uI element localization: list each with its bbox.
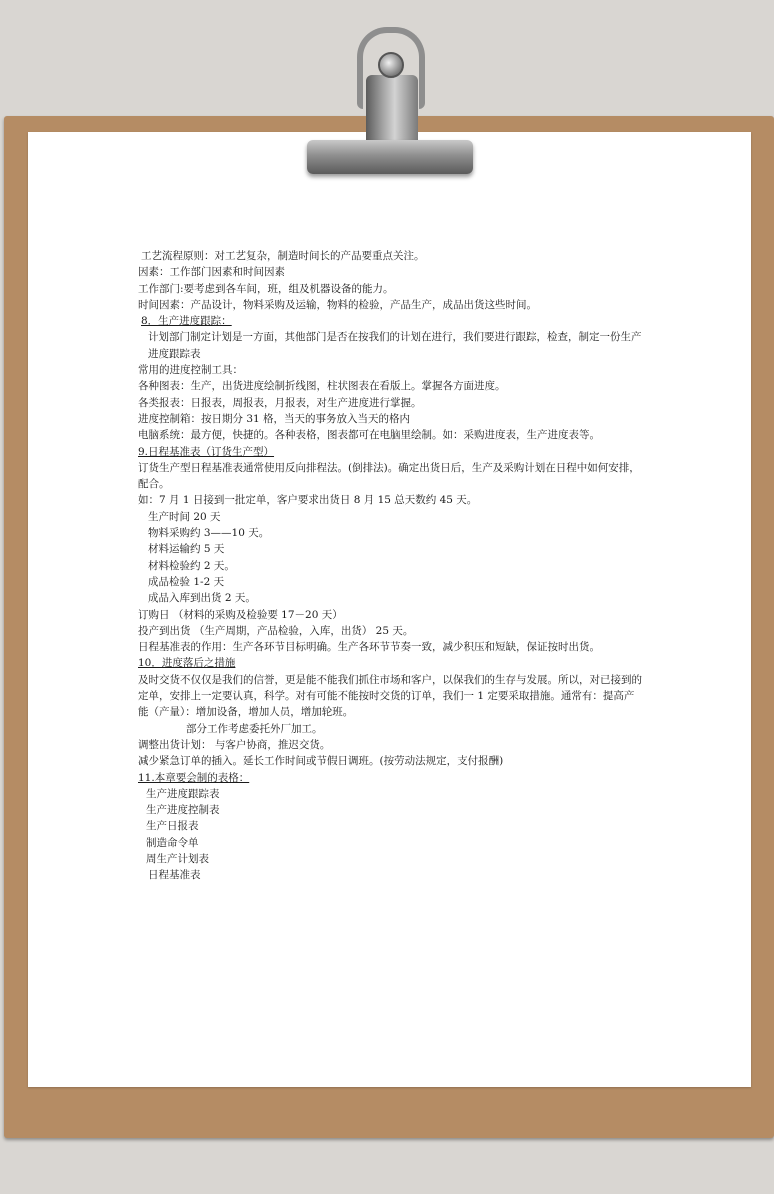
list-item: 日程基准表 [148, 869, 201, 882]
list-item: 生产进度控制表 [146, 804, 220, 817]
text-line: 部分工作考虑委托外厂加工。 [186, 722, 323, 735]
list-item: 物料采购约 3——10 天。 [148, 527, 270, 540]
text-line: 工作部门:要考虑到各车间，班，组及机器设备的能力。 [138, 282, 394, 295]
document-body [138, 248, 643, 884]
section-heading: 8．生产进度跟踪： [141, 315, 232, 328]
text-line: 工艺流程原则：对工艺复杂，制造时间长的产品要重点关注。 [141, 250, 425, 262]
clip-bolt-icon [378, 52, 404, 78]
text-line: 电脑系统：最方便，快捷的。各种表格，图表都可在电脑里绘制。如：采购进度表，生产进度表等。 [138, 429, 600, 442]
text-line: 各类报表：日报表，周报表，月报表，对生产进度进行掌握。 [138, 396, 422, 409]
text-line: 日程基准表的作用：生产各环节目标明确。生产各环节节奏一致，减少积压和短缺，保证按时出货。 [138, 641, 600, 654]
text-line: 时间因素：产品设计，物料采购及运输，物料的检验，产品生产，成品出货这些时间。 [138, 298, 537, 311]
list-item: 成品入库到出货 2 天。 [148, 592, 256, 605]
section-heading: 10．进度落后之措施 [138, 657, 236, 670]
list-item: 成品检验 1-2 天 [148, 575, 225, 588]
text-line: 如：7 月 1 日接到一批定单，客户要求出货日 8 月 15 总天数约 45 天。 [138, 494, 478, 507]
text-line: 减少紧急订单的插入。延长工作时间或节假日调班。(按劳动法规定，支付报酬) [138, 755, 504, 768]
list-item: 材料检验约 2 天。 [148, 559, 235, 572]
binder-clip [307, 140, 473, 174]
list-item: 生产时间 20 天 [148, 510, 221, 523]
text-line: 因素：工作部门因素和时间因素 [138, 266, 285, 279]
text-line: 各种图表：生产，出货进度绘制折线图，柱状图表在看版上。掌握各方面进度。 [138, 380, 506, 393]
list-item: 生产日报表 [146, 820, 199, 833]
paragraph: 订货生产型日程基准表通常使用反向排程法。(倒排法)。确定出货日后，生产及采购计划在日程中如何安排，配合。 [138, 461, 640, 491]
text-line: 进度控制箱：按日期分 31 格，当天的事务放入当天的格内 [138, 412, 411, 425]
text-line: 常用的进度控制工具： [138, 364, 243, 377]
paragraph: 及时交货不仅仅是我们的信誉，更是能不能我们抓住市场和客户，以保我们的生存与发展。所以，对已接到的定单，安排上一定要认真，科学。对有可能不能按时交货的订单，我们一 1 定要采取措施。通常有：提高产能（产量）：增加设备，增加人员，增加轮班。 [138, 673, 642, 719]
list-item: 材料运输约 5 天 [148, 543, 225, 556]
text-line: 调整出货计划： 与客户协商，推迟交货。 [138, 738, 331, 751]
text-line: 订购日 （材料的采购及检验要 17－20 天） [138, 608, 343, 621]
clip-neck [366, 75, 418, 147]
section-heading: 9.日程基准表（订货生产型） [138, 445, 275, 458]
text-line: 投产到出货 （生产周期，产品检验，入库，出货） 25 天。 [138, 624, 414, 637]
paragraph: 计划部门制定计划是一方面，其他部门是否在按我们的计划在进行，我们要进行跟踪，检查，制定一份生产进度跟踪表 [148, 331, 642, 360]
list-item: 制造命令单 [146, 836, 199, 849]
section-heading: 11.本章要会制的表格： [138, 771, 250, 784]
list-item: 生产进度跟踪表 [146, 787, 220, 800]
list-item: 周生产计划表 [146, 852, 209, 865]
